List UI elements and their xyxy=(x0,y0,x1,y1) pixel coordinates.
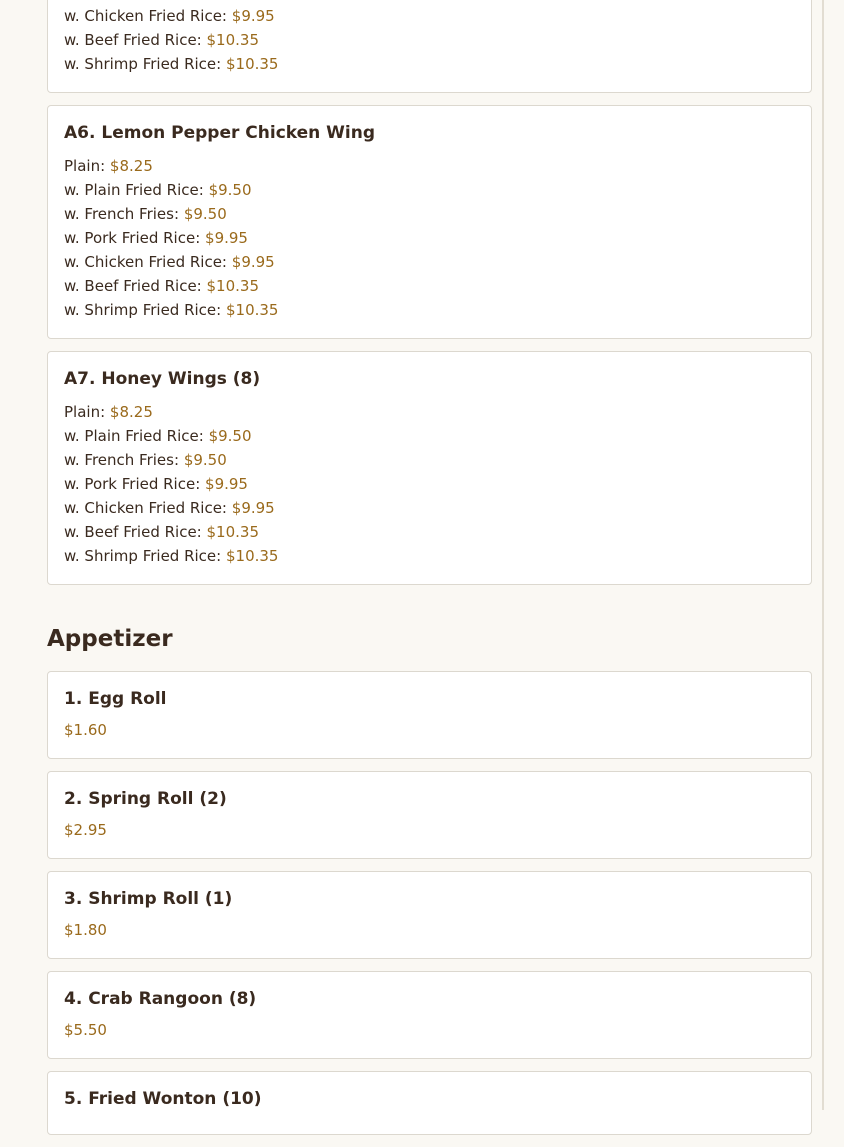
price-option xyxy=(64,28,795,52)
option-price: $8.25 xyxy=(109,157,153,175)
price-option xyxy=(64,4,795,28)
price-option xyxy=(64,520,795,544)
price-option xyxy=(64,918,795,942)
menu-item-card[interactable] xyxy=(47,105,812,339)
menu-item-card[interactable] xyxy=(47,0,812,93)
option-price: $9.95 xyxy=(231,7,275,25)
option-price: $9.95 xyxy=(205,475,248,493)
section-title-appetizer: Appetizer xyxy=(47,626,173,652)
option-label: w. Shrimp Fried Rice: xyxy=(64,547,222,565)
option-label: w. French Fries: xyxy=(64,451,180,469)
price-option xyxy=(64,154,795,178)
option-price: $10.35 xyxy=(225,301,279,319)
option-label: Plain: xyxy=(64,403,106,421)
option-label: w. Plain Fried Rice: xyxy=(64,427,204,445)
option-price: $9.95 xyxy=(205,229,248,247)
option-label: w. Shrimp Fried Rice: xyxy=(64,55,222,73)
price-option xyxy=(64,1018,795,1042)
menu-item-title: 3. Shrimp Roll (1) xyxy=(64,889,233,909)
menu-item-card[interactable] xyxy=(47,671,812,759)
menu-content xyxy=(47,0,812,1147)
price-option xyxy=(64,448,795,472)
price-option xyxy=(64,496,795,520)
option-price: $10.35 xyxy=(206,523,260,541)
price-option xyxy=(64,424,795,448)
price-option xyxy=(64,400,795,424)
page-right-border xyxy=(822,0,824,1110)
price-option xyxy=(64,250,795,274)
menu-item-card[interactable] xyxy=(47,871,812,959)
option-price: $1.60 xyxy=(64,721,107,739)
option-label: w. Beef Fried Rice: xyxy=(64,277,202,295)
menu-item-title: 4. Crab Rangoon (8) xyxy=(64,989,257,1009)
option-price: $9.50 xyxy=(208,181,252,199)
option-label: w. French Fries: xyxy=(64,205,180,223)
option-price: $9.50 xyxy=(183,205,227,223)
option-price: $5.50 xyxy=(64,1021,107,1039)
option-label: w. Beef Fried Rice: xyxy=(64,31,202,49)
option-price: $9.50 xyxy=(183,451,227,469)
price-option xyxy=(64,544,795,568)
menu-item-title: 2. Spring Roll (2) xyxy=(64,789,227,809)
price-option xyxy=(64,472,795,496)
option-label: w. Chicken Fried Rice: xyxy=(64,7,227,25)
menu-item-card[interactable] xyxy=(47,1071,812,1135)
option-price: $9.50 xyxy=(208,427,252,445)
price-option xyxy=(64,226,795,250)
option-price: $8.25 xyxy=(109,403,153,421)
price-option xyxy=(64,298,795,322)
option-price: $2.95 xyxy=(64,821,107,839)
menu-item-title: 1. Egg Roll xyxy=(64,689,167,709)
option-price: $10.35 xyxy=(206,31,260,49)
menu-item-title: A7. Honey Wings (8) xyxy=(64,369,261,389)
option-label: w. Pork Fried Rice: xyxy=(64,229,201,247)
price-option xyxy=(64,52,795,76)
option-price: $1.80 xyxy=(64,921,107,939)
option-price: $10.35 xyxy=(206,277,260,295)
menu-item-card[interactable] xyxy=(47,771,812,859)
menu-item-card[interactable] xyxy=(47,351,812,585)
option-price: $10.35 xyxy=(225,55,279,73)
option-label: w. Pork Fried Rice: xyxy=(64,475,201,493)
price-option xyxy=(64,818,795,842)
option-label: w. Chicken Fried Rice: xyxy=(64,253,227,271)
option-price: $9.95 xyxy=(231,499,275,517)
price-option xyxy=(64,178,795,202)
price-option xyxy=(64,274,795,298)
option-label: w. Shrimp Fried Rice: xyxy=(64,301,222,319)
option-label: Plain: xyxy=(64,157,106,175)
option-label: w. Beef Fried Rice: xyxy=(64,523,202,541)
option-label: w. Chicken Fried Rice: xyxy=(64,499,227,517)
price-option xyxy=(64,202,795,226)
menu-item-title: 5. Fried Wonton (10) xyxy=(64,1089,262,1109)
option-price: $10.35 xyxy=(225,547,279,565)
menu-item-card[interactable] xyxy=(47,971,812,1059)
price-option xyxy=(64,718,795,742)
menu-item-title: A6. Lemon Pepper Chicken Wing xyxy=(64,123,376,143)
option-label: w. Plain Fried Rice: xyxy=(64,181,204,199)
option-price: $9.95 xyxy=(231,253,275,271)
